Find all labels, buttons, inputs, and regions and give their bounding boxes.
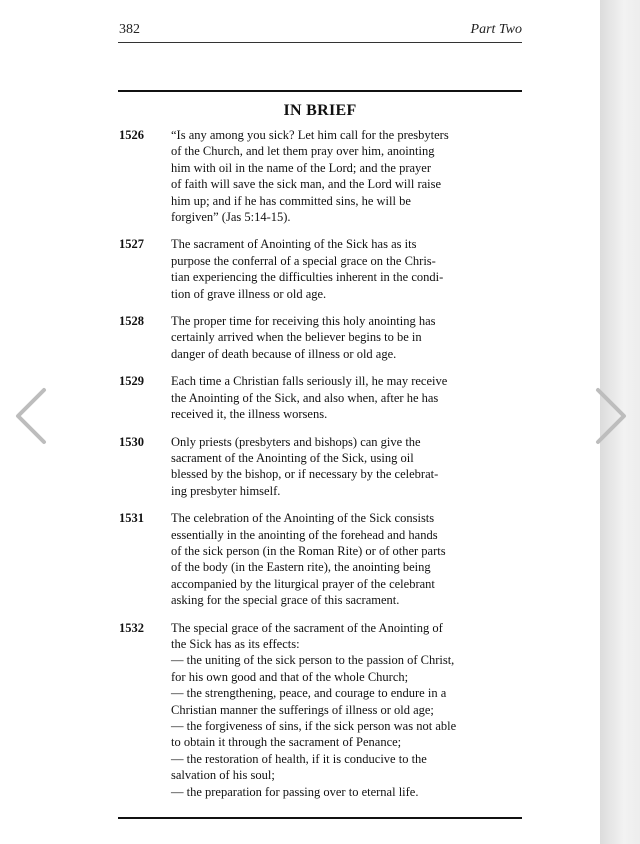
paragraph-text: [171, 434, 522, 500]
paragraph-1528: [118, 313, 522, 362]
text-line: salvation of his soul;: [171, 768, 275, 783]
paragraph-1529: [118, 373, 522, 422]
text-line: essentially in the anointing of the forehead and hands: [171, 527, 438, 542]
text-line: — the uniting of the sick person to the passion of Christ,: [171, 653, 455, 668]
paragraph-text: [171, 373, 522, 422]
paragraph-1527: [118, 236, 522, 302]
text-line: sacrament of the Anointing of the Sick, using oil: [171, 450, 414, 465]
text-line: purpose the conferral of a special grace on the Chris-: [171, 253, 436, 268]
page-number: 382: [119, 22, 140, 37]
text-line: the Anointing of the Sick, and also when, after he has: [171, 390, 439, 405]
text-line: received it, the illness worsens.: [171, 407, 328, 422]
text-line: him up; and if he has committed sins, he will be: [171, 193, 411, 208]
text-line: Only priests (presbyters and bishops) can give the: [171, 434, 421, 449]
part-title: Part Two: [470, 22, 522, 37]
text-line: The celebration of the Anointing of the Sick consists: [171, 511, 435, 526]
running-header: [118, 20, 522, 43]
paragraph-number: 1530: [119, 434, 144, 449]
paragraph-number: 1531: [119, 511, 144, 526]
text-line: — the forgiveness of sins, if the sick person was not able: [171, 719, 457, 733]
text-line: — the preparation for passing over to eternal life.: [171, 784, 419, 799]
text-line: accompanied by the liturgical prayer of the celebrant: [171, 576, 435, 591]
paragraph-number: 1528: [119, 314, 144, 329]
text-line: of the body (in the Eastern rite), the anointing being: [171, 560, 431, 575]
text-line: “Is any among you sick? Let him call for the presbyters: [171, 128, 449, 142]
text-line: the Sick has as its effects:: [171, 636, 300, 651]
text-line: The sacrament of Anointing of the Sick has as its: [171, 237, 417, 252]
text-line: The proper time for receiving this holy anointing has: [171, 314, 436, 329]
section-top-rule: [118, 90, 522, 92]
paragraph-text: [171, 510, 522, 608]
section-bottom-rule: [118, 817, 522, 819]
paragraph-1530: [118, 434, 522, 500]
text-line: The special grace of the sacrament of the Anointing of: [171, 620, 443, 635]
next-page-button[interactable]: [588, 386, 632, 446]
text-line: Christian manner the sufferings of illness or old age;: [171, 702, 434, 717]
paragraph-1532: [118, 620, 522, 800]
text-line: of the sick person (in the Roman Rite) or of other parts: [171, 543, 446, 558]
text-line: of faith will save the sick man, and the Lord will raise: [171, 177, 442, 192]
text-line: to obtain it through the sacrament of Penance;: [171, 735, 402, 750]
paragraph-text: [171, 313, 522, 362]
paragraph-text: [171, 236, 522, 302]
text-line: Each time a Christian falls seriously ill, he may receive: [171, 374, 448, 389]
in-brief-list: [118, 127, 522, 811]
text-line: — the strengthening, peace, and courage to endure in a: [171, 686, 447, 701]
section-title: IN BRIEF: [283, 102, 357, 119]
paragraph-text: [171, 620, 522, 800]
text-line: danger of death because of illness or old age.: [171, 346, 397, 361]
text-line: tion of grave illness or old age.: [171, 286, 327, 301]
paragraph-1531: [118, 510, 522, 608]
text-line: blessed by the bishop, or if necessary by the celebrat-: [171, 467, 439, 482]
text-line: for his own good and that of the whole Church;: [171, 669, 409, 684]
chevron-left-icon: [10, 386, 54, 446]
text-line: asking for the special grace of this sacrament.: [171, 593, 400, 608]
paragraph-number: 1527: [119, 237, 144, 252]
text-line: certainly arrived when the believer begins to be in: [171, 330, 422, 345]
text-line: — the restoration of health, if it is conducive to the: [171, 751, 427, 766]
text-line: tian experiencing the difficulties inherent in the condi-: [171, 270, 444, 285]
paragraph-number: 1526: [119, 128, 144, 142]
text-line: forgiven” (Jas 5:14-15).: [171, 210, 291, 225]
text-line: ing presbyter himself.: [171, 483, 281, 498]
text-line: of the Church, and let them pray over him, anointing: [171, 144, 435, 159]
chevron-right-icon: [588, 386, 632, 446]
paragraph-text: [171, 127, 522, 225]
paragraph-1526: [118, 127, 522, 225]
paragraph-number: 1529: [119, 374, 144, 389]
previous-page-button[interactable]: [10, 386, 54, 446]
text-line: him with oil in the name of the Lord; and the prayer: [171, 160, 431, 175]
paragraph-number: 1532: [119, 620, 144, 635]
